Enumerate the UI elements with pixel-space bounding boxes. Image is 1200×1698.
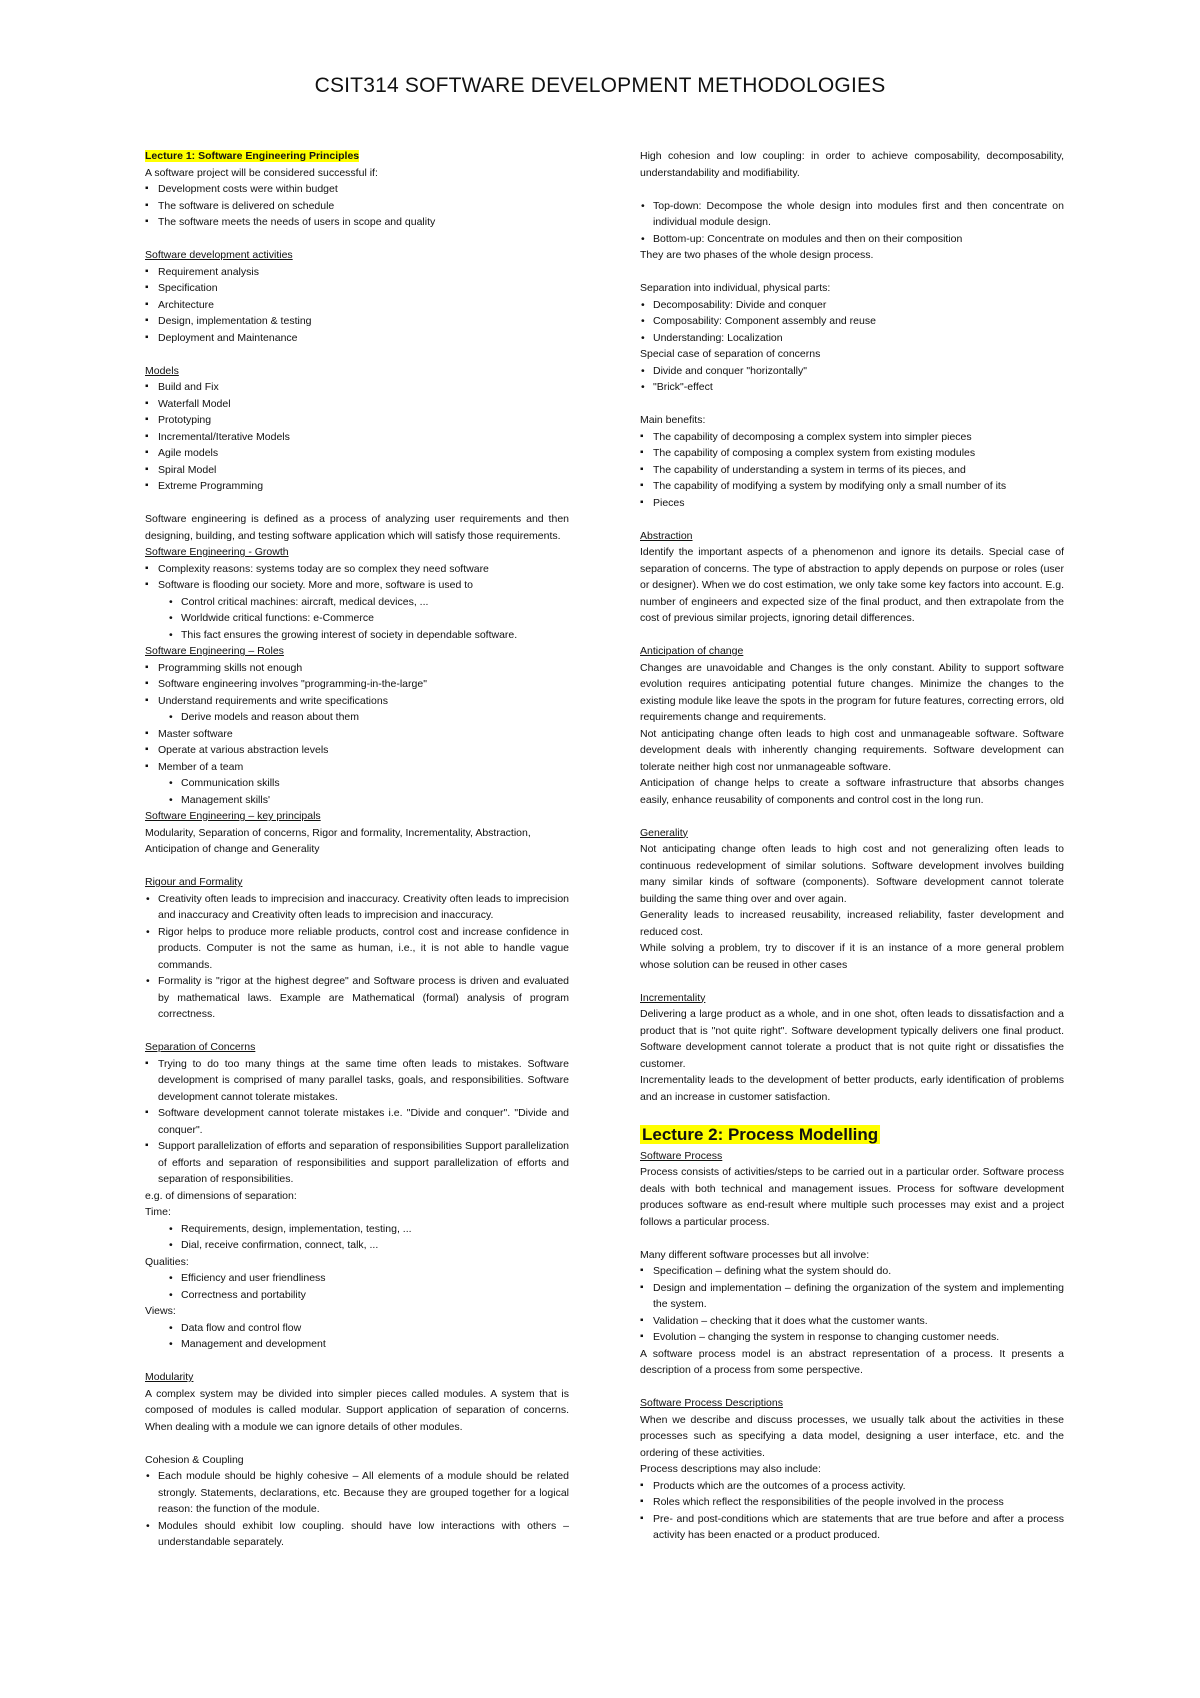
- models-list: [145, 379, 569, 495]
- special-case: Special case of separation of concerns: [640, 348, 821, 360]
- principles-heading: Software Engineering – key principals: [145, 810, 321, 822]
- soc-heading: Separation of Concerns: [145, 1041, 256, 1053]
- process-text: Process consists of activities/steps to be carried out in a particular order. Software process deals with both technical and management issues. Process for software development produces software as end-result where multiple such processes may exist and a project follows a particular process.: [640, 1166, 1064, 1228]
- list-item: • Decomposability: Divide and conquer: [640, 297, 1064, 314]
- descriptions-intro: Process descriptions may also include:: [640, 1463, 821, 1475]
- left-column: [145, 148, 569, 1551]
- anticipation-text-1: Changes are unavoidable and Changes is the only constant. Ability to support software evolution requires anticipating potential future changes. Minimize the changes to the existing module like leave the spots in the program for future features, correcting errors, old requirements change and requirements.: [640, 661, 1064, 723]
- list-item: • This fact ensures the growing interest of society in dependable software.: [145, 627, 569, 644]
- list-item: ▪ Trying to do too many things at the same time often leads to mistakes. Software development is comprised of many parallel tasks, goals, and responsibilities. Software development cannot tolerate mistakes.: [145, 1056, 569, 1106]
- model-text: A software process model is an abstract representation of a process. It presents a description of a process from some perspective.: [640, 1347, 1064, 1376]
- generality-text-3: While solving a problem, try to discover if it is an instance of a more general problem whose solution can be reused in other cases: [640, 942, 1064, 971]
- list-item: ▪ Spiral Model: [145, 462, 569, 479]
- list-item: • Understanding: Localization: [640, 330, 1064, 347]
- abstraction-text: Identify the important aspects of a phenomenon and ignore its details. Special case of separation of concerns. The type of abstraction to apply depends on purpose or roles (user or designer). When we do cost estimation, we only take some key factors into account. E.g. number of engineers and expected size of the final product, and then extrapolate from the cost of previous similar projects, ignoring detail differences.: [640, 546, 1064, 624]
- involve-intro: Many different software processes but all involve:: [640, 1248, 870, 1261]
- list-item: ▪ Validation – checking that it does what the customer wants.: [640, 1313, 1064, 1330]
- views-label: Views:: [145, 1305, 176, 1317]
- list-item: ▪ The capability of composing a complex system from existing modules: [640, 445, 1064, 462]
- anticipation-heading: Anticipation of change: [640, 645, 744, 657]
- list-item: ▪ Programming skills not enough: [145, 660, 569, 677]
- dims-intro: e.g. of dimensions of separation:: [145, 1189, 297, 1202]
- incrementality-heading: Incrementality: [640, 991, 706, 1004]
- list-item: ▪ The software meets the needs of users in scope and quality: [145, 214, 569, 231]
- modularity-text: A complex system may be divided into simpler pieces called modules. A system that is composed of modules is called modular. Support application of separation of concerns. When dealing with a module we can ignore details of other modules.: [145, 1387, 569, 1433]
- list-item: ▪ The capability of modifying a system by modifying only a small number of its: [640, 478, 1064, 495]
- list-item: ▪ The capability of decomposing a complex system into simpler pieces: [640, 429, 1064, 446]
- rigour-heading: Rigour and Formality: [145, 876, 243, 888]
- list-item: • Creativity often leads to imprecision and inaccuracy. Creativity often leads to imprecision and inaccuracy and Creativity often leads to imprecision and inaccuracy.: [145, 891, 569, 924]
- list-item: • Top-down: Decompose the whole design into modules first and then concentrate on individual module design.: [640, 198, 1064, 231]
- activities-list: [145, 264, 569, 347]
- list-item: ▪ Operate at various abstraction levels: [145, 742, 569, 759]
- list-item: • Modules should exhibit low coupling. should have low interactions with others – understandable separately.: [145, 1518, 569, 1551]
- list-item: • Bottom-up: Concentrate on modules and then on their composition: [640, 231, 1064, 248]
- list-item: ▪ Incremental/Iterative Models: [145, 429, 569, 446]
- process-heading: Software Process: [640, 1149, 723, 1162]
- list-item: ▪ Support parallelization of efforts and separation of responsibilities Support parallelization of efforts and separation of responsibilities and support parallelization of efforts and separation of responsibilities.: [145, 1138, 569, 1188]
- growth-heading: Software Engineering - Growth: [145, 546, 289, 558]
- list-item: ▪ Software engineering involves "programming-in-the-large": [145, 676, 569, 693]
- list-item: ▪ Deployment and Maintenance: [145, 330, 569, 347]
- list-item: • Derive models and reason about them: [145, 709, 569, 726]
- incrementality-text-1: Delivering a large product as a whole, and in one shot, often leads to dissatisfaction and a product that is "not quite right". Software development typically delivers one final product. Software development cannot tolerate a product that is not quite right or dissatisfies the customer.: [640, 1008, 1064, 1070]
- list-item: • Control critical machines: aircraft, medical devices, ...: [145, 594, 569, 611]
- activities-heading: Software development activities: [145, 249, 293, 261]
- time-list: [145, 1221, 569, 1254]
- list-item: ▪ Software is flooding our society. More and more, software is used to: [145, 577, 569, 594]
- anticipation-text-3: Anticipation of change helps to create a software infrastructure that absorbs changes easily, enhance reusability of components and control cost in the long run.: [640, 777, 1064, 806]
- design-list: [640, 198, 1064, 248]
- roles-list: [145, 660, 569, 809]
- anticipation-text-2: Not anticipating change often leads to high cost and unmanageable software. Software development deals with inherently changing requirements. Software development can tolerate neither high cost nor unmanageable software.: [640, 727, 1064, 773]
- list-item: ▪ Pieces: [640, 495, 1064, 512]
- list-item: ▪ Agile models: [145, 445, 569, 462]
- list-item: ▪ Understand requirements and write specifications: [145, 693, 569, 710]
- list-item: • Rigor helps to produce more reliable products, control cost and increase confidence in products. Computer is not the same as human, i.e., it is not able to handle vague commands.: [145, 924, 569, 974]
- success-list: [145, 181, 569, 231]
- growth-list: [145, 561, 569, 644]
- list-item: ▪ The software is delivered on schedule: [145, 198, 569, 215]
- design-note: They are two phases of the whole design process.: [640, 249, 874, 261]
- cohesion-label: Cohesion & Coupling: [145, 1453, 244, 1466]
- generality-heading: Generality: [640, 826, 688, 839]
- list-item: ▪ Evolution – changing the system in response to changing customer needs.: [640, 1329, 1064, 1346]
- list-item: ▪ Products which are the outcomes of a process activity.: [640, 1478, 1064, 1495]
- document-title: CSIT314 SOFTWARE DEVELOPMENT METHODOLOGIES: [314, 74, 886, 97]
- list-item: ▪ Software development cannot tolerate mistakes i.e. "Divide and conquer". "Divide and conquer".: [145, 1105, 569, 1138]
- benefits-list: [640, 429, 1064, 512]
- principles-text: Modularity, Separation of concerns, Rigor and formality, Incrementality, Abstraction, Anticipation of change and Generality: [145, 826, 531, 855]
- roles-heading: Software Engineering – Roles: [145, 645, 284, 657]
- right-column: [640, 148, 1064, 1544]
- list-item: ▪ Pre- and post-conditions which are statements that are true before and after a process activity has been enacted or a product produced.: [640, 1511, 1064, 1544]
- list-item: ▪ Build and Fix: [145, 379, 569, 396]
- qualities-label: Qualities:: [145, 1255, 189, 1268]
- list-item: • Dial, receive confirmation, connect, talk, ...: [145, 1237, 569, 1254]
- lecture1-heading: Lecture 1: Software Engineering Principles: [145, 150, 360, 162]
- list-item: • Efficiency and user friendliness: [145, 1270, 569, 1287]
- list-item: ▪ Specification – defining what the system should do.: [640, 1263, 1064, 1280]
- special-list: [640, 363, 1064, 396]
- list-item: ▪ Specification: [145, 280, 569, 297]
- se-definition: Software engineering is defined as a process of analyzing user requirements and then designing, building, and testing software application which will satisfy those requirements.: [145, 513, 569, 542]
- list-item: ▪ Development costs were within budget: [145, 181, 569, 198]
- descriptions-list: [640, 1478, 1064, 1544]
- list-item: • Formality is "rigor at the highest degree" and Software process is driven and evaluated by mathematical laws. Example are Mathematical (formal) analysis of program correctness.: [145, 973, 569, 1023]
- list-item: • "Brick"-effect: [640, 379, 1064, 396]
- list-item: ▪ Design and implementation – defining the organization of the system and implementing the system.: [640, 1280, 1064, 1313]
- incrementality-text-2: Incrementality leads to the development of better products, early identification of problems and an increase in customer satisfaction.: [640, 1074, 1064, 1103]
- list-item: ▪ Member of a team: [145, 759, 569, 776]
- list-item: ▪ The capability of understanding a system in terms of its pieces, and: [640, 462, 1064, 479]
- list-item: • Management skills': [145, 792, 569, 809]
- soc-list: [145, 1056, 569, 1188]
- list-item: • Divide and conquer "horizontally": [640, 363, 1064, 380]
- separation-list: [640, 297, 1064, 347]
- generality-text-2: Generality leads to increased reusability, increased reliability, faster development and reduced cost.: [640, 909, 1064, 938]
- cohesion-list: [145, 1468, 569, 1551]
- list-item: • Management and development: [145, 1336, 569, 1353]
- list-item: • Composability: Component assembly and reuse: [640, 313, 1064, 330]
- abstraction-heading: Abstraction: [640, 529, 693, 542]
- views-list: [145, 1320, 569, 1353]
- success-intro: A software project will be considered successful if:: [145, 166, 378, 179]
- list-item: ▪ Architecture: [145, 297, 569, 314]
- list-item: ▪ Prototyping: [145, 412, 569, 429]
- modularity-heading: Modularity: [145, 1371, 194, 1383]
- list-item: ▪ Requirement analysis: [145, 264, 569, 281]
- list-item: • Correctness and portability: [145, 1287, 569, 1304]
- separation-intro: Separation into individual, physical parts:: [640, 282, 831, 294]
- list-item: • Requirements, design, implementation, testing, ...: [145, 1221, 569, 1238]
- list-item: • Each module should be highly cohesive – All elements of a module should be related strongly. Statements, declarations, etc. Because they are grouped together for a logical reason: the function of the module.: [145, 1468, 569, 1518]
- involve-list: [640, 1263, 1064, 1346]
- list-item: ▪ Design, implementation & testing: [145, 313, 569, 330]
- cohesion-text: High cohesion and low coupling: in order to achieve composability, decomposability, understandability and modifiability.: [640, 150, 1064, 179]
- generality-text-1: Not anticipating change often leads to high cost and not generalizing often leads to continuous redevelopment of similar solutions. Software development involves building many similar kinds of software (components). Software development cannot tolerate building the same thing over and over again.: [640, 843, 1064, 905]
- models-heading: Models: [145, 364, 179, 377]
- list-item: ▪ Waterfall Model: [145, 396, 569, 413]
- list-item: • Data flow and control flow: [145, 1320, 569, 1337]
- list-item: ▪ Roles which reflect the responsibilities of the people involved in the process: [640, 1494, 1064, 1511]
- list-item: ▪ Complexity reasons: systems today are so complex they need software: [145, 561, 569, 578]
- list-item: • Communication skills: [145, 775, 569, 792]
- time-label: Time:: [145, 1206, 171, 1218]
- descriptions-heading: Software Process Descriptions: [640, 1397, 783, 1409]
- list-item: ▪ Master software: [145, 726, 569, 743]
- lecture2-heading: Lecture 2: Process Modelling: [642, 1124, 879, 1144]
- benefits-label: Main benefits:: [640, 414, 706, 426]
- descriptions-text: When we describe and discuss processes, we usually talk about the activities in these processes such as specifying a data model, designing a user interface, etc. and the ordering of these activities.: [640, 1413, 1064, 1459]
- rigour-list: [145, 891, 569, 1023]
- list-item: • Worldwide critical functions: e-Commerce: [145, 610, 569, 627]
- list-item: ▪ Extreme Programming: [145, 478, 569, 495]
- qualities-list: [145, 1270, 569, 1303]
